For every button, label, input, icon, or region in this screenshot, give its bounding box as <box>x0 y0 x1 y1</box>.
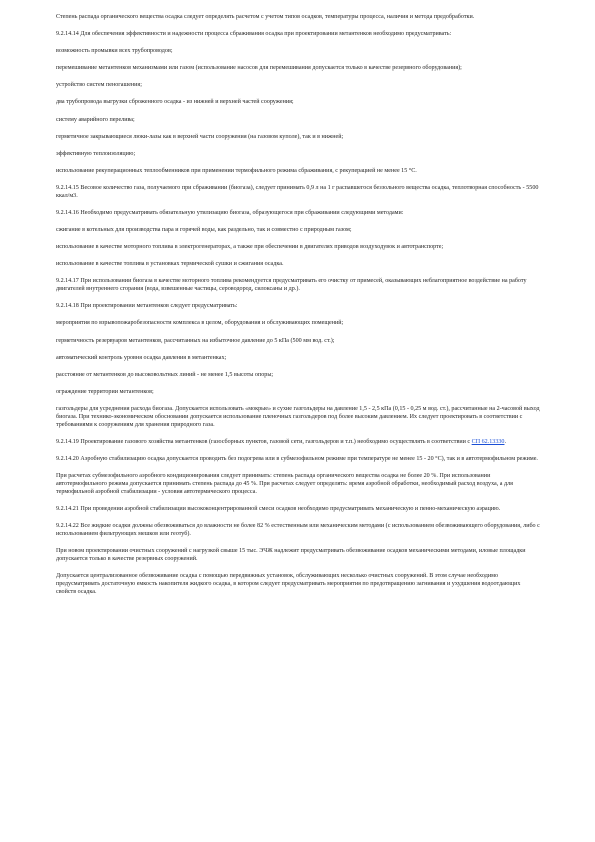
paragraph-9-2-14-19-text: 9.2.14.19 Проектирование газового хозяйства метантенков (газосборных пунктов, газовой сети, газгольдеров и т.п.) необходимо осуществлять в соответствии с <box>56 438 472 445</box>
paragraph-9-2-14-17: 9.2.14.17 При использовании биогаза в качестве моторного топлива рекомендуется предусматривать его очистку от примесей, оказывающих неблагоприятное воздействие на работу двигателей внутреннего сгорания (вода, взвешенные частицы, сероводород, силоксаны и др.). <box>56 278 527 293</box>
paragraph-9-2-14-18: 9.2.14.18 При проектировании метантенков следует предусматривать: <box>56 303 238 310</box>
list-item-boiler-combustion: сжигание в котельных для производства пара и горячей воды, как раздельно, так и совместно с природным газом; <box>56 227 352 234</box>
list-item-insulation: эффективную теплоизоляцию; <box>56 150 136 157</box>
paragraph-9-2-14-21: 9.2.14.21 При проведении аэробной стабилизации высококонцентрированной смеси осадков необходимо предусматривать механическую и пенно-механическую аэрацию. <box>56 505 501 512</box>
paragraph-decomposition: Степень распада органического вещества осадка следует определять расчетом с учетом типов осадков, температуры процесса, наличия и метода предобработки. <box>56 14 475 20</box>
list-item-manholes: герметичное закрывающиеся люки-лазы как в верхней части сооружения (на газовом куполе), так и в нижней; <box>56 133 344 140</box>
list-item-overflow: систему аварийного перелива; <box>56 116 135 123</box>
list-item-fencing: ограждение территории метантенков; <box>56 388 154 395</box>
paragraph-submesophilic: При расчетах субмезофильного аэробного кондиционирования следует принимать: степень распада органического вещества осадка не более 20 %. При использовании автотермофильного режима допускается принимать степень распада до 45 %. При расчетах следует определять: время аэробной обработки, необходимый расход воздуха, а для термофильной аэробной стабилизации - условия автотермического процесса. <box>56 472 513 495</box>
paragraph-9-2-14-19-end: . <box>504 438 506 445</box>
sp-62-13330-link[interactable]: СП 62.13330 <box>471 438 505 445</box>
list-item-level-control: автоматический контроль уровня осадка давления в метантенках; <box>56 354 227 361</box>
list-item-power-lines: расстояние от метантенков до высоковольтных линий - не менее 1,5 высоты опоры; <box>56 371 274 378</box>
list-item-drying-fuel: использование в качестве топлива в установках термической сушки и сжигания осадка. <box>56 261 284 268</box>
paragraph-centralized-dewatering: Допускается централизованное обезвоживание осадка с помощью передвижных установок, обслуживающих несколько очистных сооружений. В этом случае необходимо предусматривать достаточную емкость накопителя жидкого осадка, в котором следует предусматривать мероприятия по предотвращению загнивания и ухудшения водоотдающих свойств осадка. <box>56 572 521 595</box>
list-item-foam-suppression: устройство систем пеногашения; <box>56 82 142 89</box>
paragraph-9-2-14-20: 9.2.14.20 Аэробную стабилизацию осадка допускается проводить без подогрева или в субмезофильном режиме при температуре не менее 15 - 20 °С), так и в автотермофильном режиме. <box>56 455 538 462</box>
list-item-tightness: герметичность резервуаров метантенков, рассчитанных на избыточное давление до 5 кПа (500 мм вод. ст.); <box>56 337 335 344</box>
paragraph-9-2-14-15: 9.2.14.15 Весовое количество газа, получаемого при сбраживании (биогаза), следует принимать 0,9 л на 1 г распавшегося беззольного вещества осадка, теплотворная способность - 5500 ккал/м3. <box>56 184 539 199</box>
paragraph-9-2-14-22: 9.2.14.22 Все жидкие осадки должны обезвоживаться до влажности не более 82 % естественным или механическим методами (с использованием обезвоживающего оборудования, либо с использованием фильтрующих мешков или геотуб). <box>56 522 540 537</box>
paragraph-9-2-14-16: 9.2.14.16 Необходимо предусматривать обязательную утилизацию биогаза, образующегося при сбраживании следующими методами: <box>56 209 404 216</box>
list-item-heat-exchangers: использование рекуперационных теплообменников при применении термофильного режима сбраживания, с рекуперацией не менее 15 °С. <box>56 167 417 174</box>
list-item-mixing: перемешивание метантенков механизмами или газом (использование насосов для перемешивания допускается только в качестве резервного оборудования); <box>56 65 462 72</box>
paragraph-9-2-14-14: 9.2.14.14 Для обеспечения эффективности и надежности процесса сбраживания осадка при проектировании метантенков необходимо предусматривать: <box>56 31 452 38</box>
paragraph-new-design: При новом проектировании очистных сооружений с нагрузкой свыше 15 тыс. ЭЧЖ надлежит предусматривать обезвоживание осадков механическими методами, иловые площадки допускается только в качестве резервных сооружений. <box>56 547 526 562</box>
paragraph-9-2-14-19 <box>56 439 540 447</box>
list-item-flushing: возможность промывки всех трубопроводов; <box>56 48 173 55</box>
list-item-discharge-pipes: два трубопровода выгрузки сброженного осадка - из нижней и верхней частей сооружения; <box>56 99 294 106</box>
list-item-motor-fuel: использование в качестве моторного топлива в электрогенераторах, а также при обеспечении в двигателях приводов воздуходувок и автотранспорте; <box>56 244 444 251</box>
document-body <box>56 14 540 606</box>
list-item-gasholders: газгольдеры для усреднения расхода биогаза. Допускается использовать «мокрые» и сухие газгольдеры на давление 1,5 - 2,5 кПа (0,15 - 0,25 м вод. ст.), рассчитанные на 2-часовой выход биогаза. При технико-экономическом обосновании допускается использование пленочных газгольдеров под более высоким давлением. Их следует проектировать в соответствии с требованиями к сооружениям для хранения природного газа. <box>56 405 540 428</box>
list-item-fire-safety: мероприятия по взрывопожаробезопасности комплекса в целом, оборудования и обслуживающих помещений; <box>56 320 344 327</box>
